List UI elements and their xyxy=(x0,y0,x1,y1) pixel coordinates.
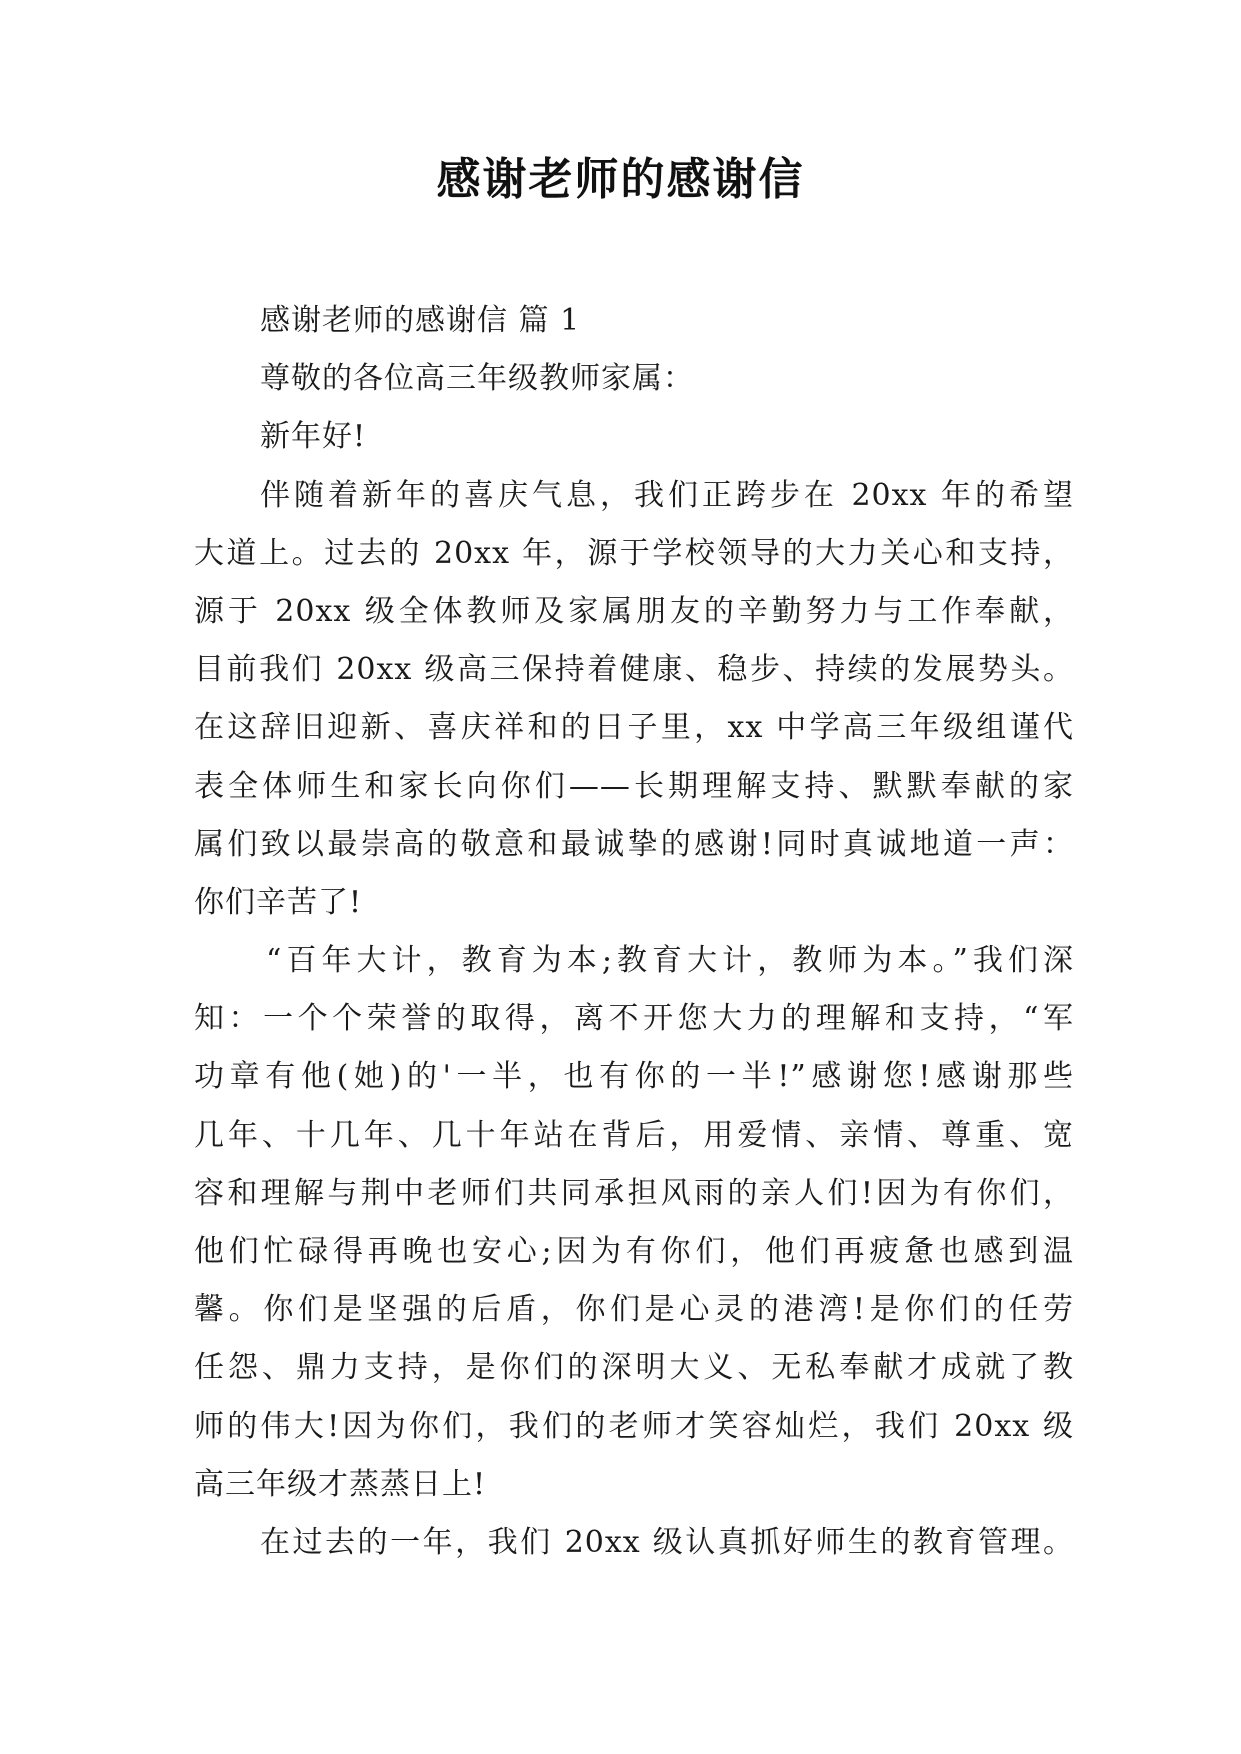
salutation: 尊敬的各位高三年级教师家属： xyxy=(260,361,694,397)
paragraph-line: 在过去的一年，我们 20xx 级认真抓好师生的教育管理。 xyxy=(260,1524,1074,1560)
paragraph-line: 源于 20xx 级全体教师及家属朋友的辛勤努力与工作奉献， xyxy=(194,593,1074,629)
paragraph-line: “百年大计，教育为本;教育大计，教师为本。”我们深 xyxy=(266,943,1074,979)
paragraph-line: 高三年级才蒸蒸日上! xyxy=(194,1466,487,1502)
paragraph-line: 几年、十几年、几十年站在背后，用爱情、亲情、尊重、宽 xyxy=(194,1117,1074,1153)
paragraph-line: 容和理解与荆中老师们共同承担风雨的亲人们!因为有你们， xyxy=(194,1175,1074,1211)
paragraph-line: 你们辛苦了! xyxy=(194,884,363,920)
section-heading: 感谢老师的感谢信 篇 1 xyxy=(260,303,581,338)
paragraph-line: 在这辞旧迎新、喜庆祥和的日子里，xx 中学高三年级组谨代 xyxy=(194,710,1074,746)
paragraph-line: 他们忙碌得再晚也安心;因为有你们，他们再疲惫也感到温 xyxy=(194,1234,1074,1269)
paragraph-line: 馨。你们是坚强的后盾，你们是心灵的港湾!是你们的任劳 xyxy=(194,1292,1074,1328)
paragraph-line: 任怨、鼎力支持，是你们的深明大义、无私奉献才成就了教 xyxy=(194,1350,1074,1386)
paragraph-line: 目前我们 20xx 级高三保持着健康、稳步、持续的发展势头。 xyxy=(194,652,1074,688)
paragraph-line: 伴随着新年的喜庆气息，我们正跨步在 20xx 年的希望 xyxy=(260,477,1074,513)
paragraph-line: 知：一个个荣誉的取得，离不开您大力的理解和支持，“军 xyxy=(194,1001,1074,1037)
document-body xyxy=(194,292,1074,1572)
document-title: 感谢老师的感谢信 xyxy=(436,154,805,205)
paragraph-line: 属们致以最崇高的敬意和最诚挚的感谢!同时真诚地道一声： xyxy=(194,826,1074,862)
paragraph-line: 大道上。过去的 20xx 年，源于学校领导的大力关心和支持， xyxy=(194,535,1074,571)
paragraph-line: 师的伟大!因为你们，我们的老师才笑容灿烂，我们 20xx 级 xyxy=(194,1408,1074,1444)
paragraph-line: 表全体师生和家长向你们——长期理解支持、默默奉献的家 xyxy=(194,768,1074,804)
greeting: 新年好! xyxy=(260,419,367,455)
paragraph-line: 功章有他(她)的'一半，也有你的一半!”感谢您!感谢那些 xyxy=(194,1059,1074,1095)
